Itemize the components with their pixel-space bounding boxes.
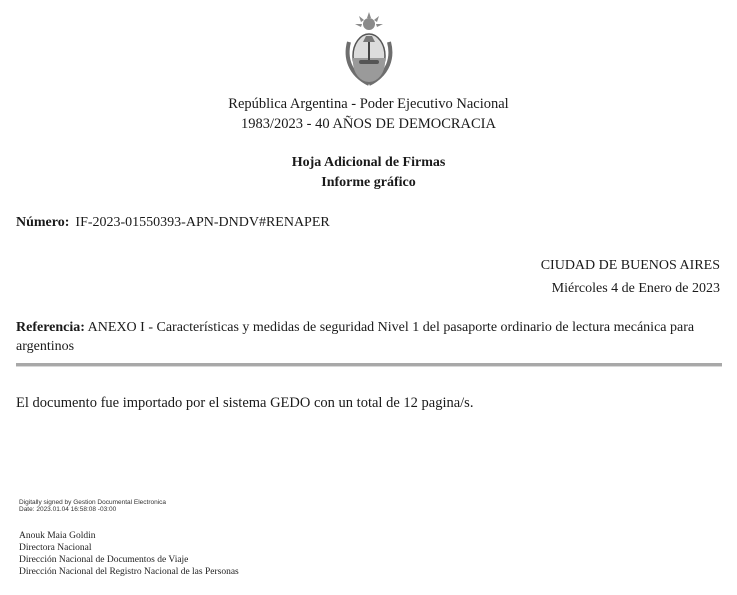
reference-value: ANEXO I - Características y medidas de seguridad Nivel 1 del pasaporte ordinario de lectura mecánica para argentinos: [16, 320, 695, 354]
document-number-value: IF-2023-01550393-APN-DNDV#RENAPER: [75, 215, 330, 230]
header-line-1: República Argentina - Poder Ejecutivo Nacional: [228, 96, 509, 112]
document-number: [16, 215, 330, 231]
reference: [16, 318, 722, 356]
place: CIUDAD DE BUENOS AIRES: [540, 258, 720, 273]
document-subtitle: Informe gráfico: [321, 175, 416, 190]
document-title: Hoja Adicional de Firmas: [291, 155, 446, 170]
signer-office-2: Dirección Nacional del Registro Nacional de las Personas: [19, 567, 239, 577]
signer-name: Anouk Maia Goldin: [19, 531, 96, 541]
header-line-2: 1983/2023 - 40 AÑOS DE DEMOCRACIA: [241, 116, 496, 132]
signer-block: [19, 530, 239, 578]
digital-signature-line: Digitally signed by Gestion Documental Electronica: [19, 499, 167, 506]
document-date: Miércoles 4 de Enero de 2023: [551, 281, 720, 296]
digital-signature-stamp: [19, 499, 166, 513]
argentina-coat-of-arms-icon: [341, 12, 397, 88]
signer-office-1: Dirección Nacional de Documentos de Viaje: [19, 555, 189, 565]
document-number-label: Número:: [16, 215, 70, 230]
reference-label: Referencia:: [16, 320, 85, 335]
divider: [16, 363, 722, 367]
digital-signature-date: Date: 2023.01.04 16:58:08 -03:00: [19, 506, 117, 513]
signer-role: Directora Nacional: [19, 543, 92, 553]
body-text: El documento fue importado por el sistema GEDO con un total de 12 pagina/s.: [16, 395, 474, 411]
